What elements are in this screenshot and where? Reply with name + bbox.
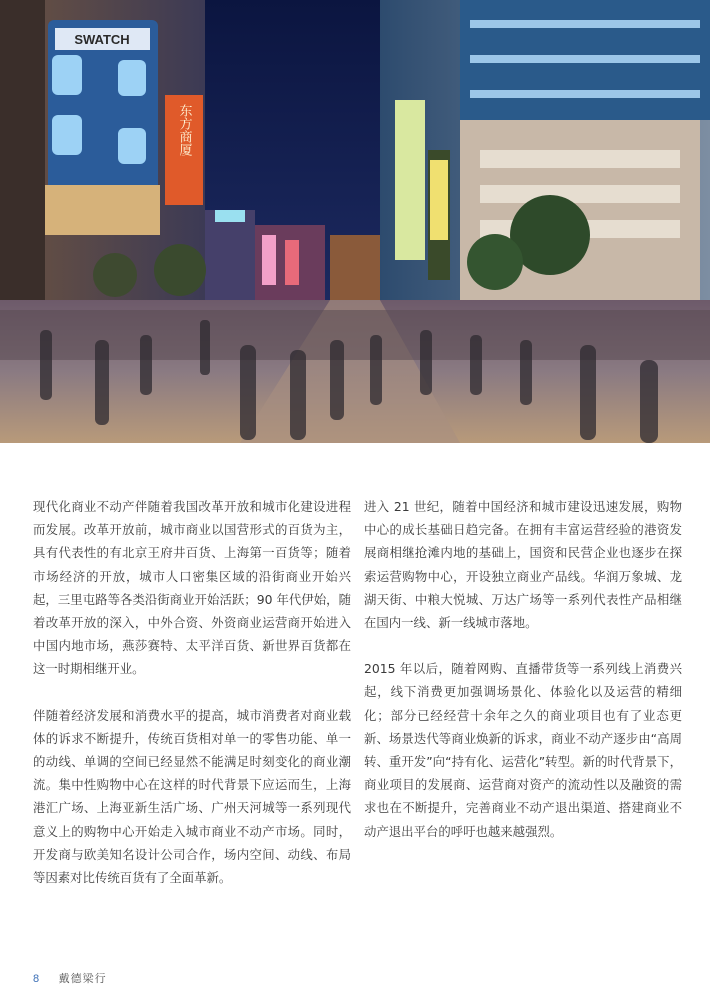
paragraph: 伴随着经济发展和消费水平的提高，城市消费者对商业载体的诉求不断提升，传统百货相对单一的零售功能、单一的动线、单调的空间已经显然不能满足时刻变化的商业潮流。集中性购物中心在这样的时代背景下应运而生，上海港汇广场、上海亚新生活广场、广州天河城等一系列现代意义上的购物中心开始走入城市商业不动产市场。同时，开发商与欧美知名设计公司合作，场内空间、动线、布局等因素对比传统百货有了全面革新。 bbox=[33, 707, 351, 886]
page-number: 8 bbox=[33, 973, 41, 985]
city-night-street-photo bbox=[0, 0, 710, 443]
hero-photo bbox=[0, 0, 710, 443]
paragraph: 2015 年以后，随着网购、直播带货等一系列线上消费兴起，线下消费更加强调场景化、体验化以及运营的精细化；部分已经经营十余年之久的商业项目也有了业态更新、场景迭代等商业焕新的诉求，商业不动产逐步由“高周转、重开发”向“持有化、运营化”转型。新的时代背景下，商业项目的发展商、运营商对资产的流动性以及融资的需求也在不断提升，完善商业不动产退出渠道、搭建商业不动产退出平台的呼吁也越来越强烈。 bbox=[364, 661, 682, 839]
page-footer bbox=[33, 970, 107, 986]
paragraph: 现代化商业不动产伴随着我国改革开放和城市化建设进程而发展。改革开放前，城市商业以国营形式的百货为主，具有代表性的有北京王府井百货、上海第一百货等；随着市场经济的开放，城市人口密集区域的沿街商业开始兴起，三里屯路等各类沿街商业开始活跃；90 年代伊始，随着改革开放的深入，中外合资、外资商业运营商开始进入中国内地市场，燕莎赛特、太平洋百货、新世界百货都在这一时期相继开业。 bbox=[33, 499, 351, 677]
brand-name: 戴德梁行 bbox=[58, 972, 107, 985]
east-dept-sign: 东方商厦 bbox=[176, 104, 192, 156]
right-text-column bbox=[364, 495, 682, 866]
swatch-sign: SWATCH bbox=[74, 32, 130, 47]
left-text-column bbox=[33, 495, 351, 912]
paragraph: 进入 21 世纪，随着中国经济和城市建设迅速发展，购物中心的成长基础日趋完备。在拥有丰富运营经验的港资发展商相继抢滩内地的基础上，国资和民营企业也逐步在探索运营购物中心，开设独立商业产品线。华润万象城、龙湖天街、中粮大悦城、万达广场等一系列代表性产品相继在国内一线、新一线城市落地。 bbox=[364, 499, 682, 631]
